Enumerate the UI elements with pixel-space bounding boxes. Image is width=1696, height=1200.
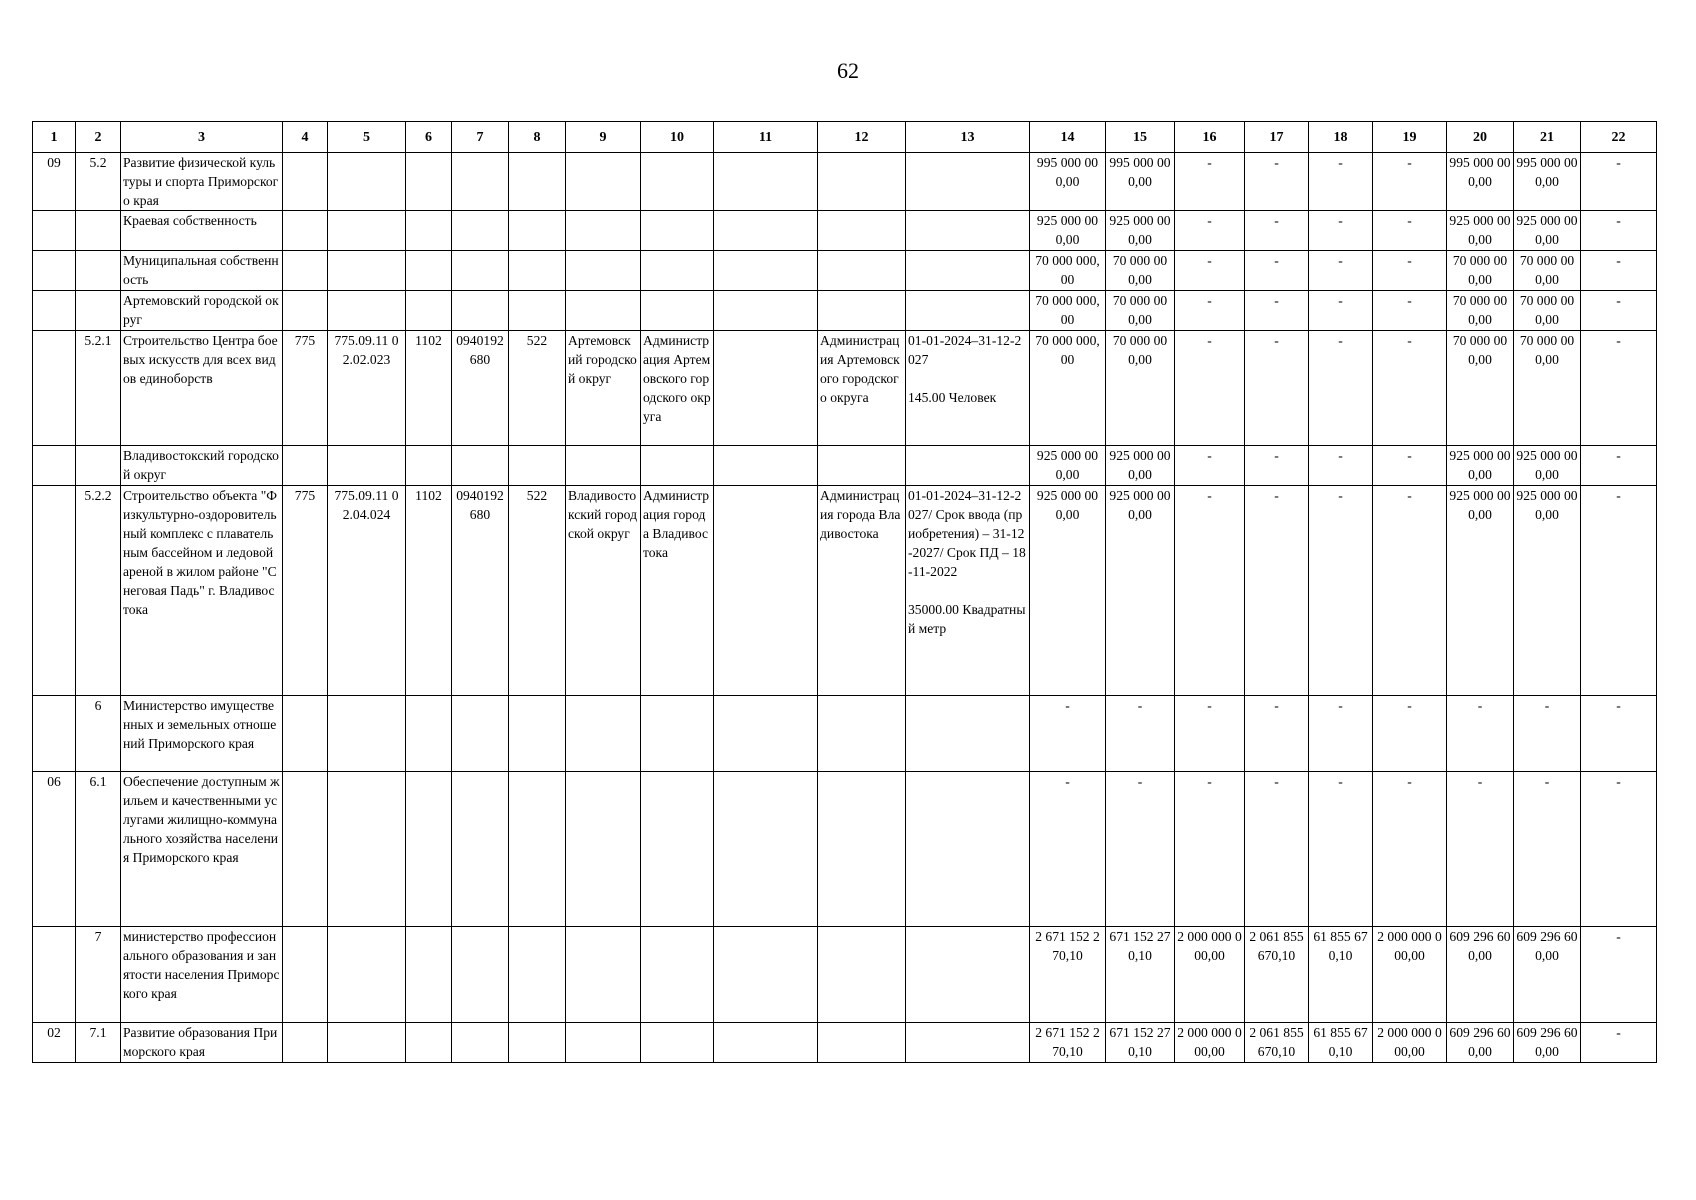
table-cell xyxy=(328,291,406,331)
table-cell xyxy=(283,446,328,486)
column-header: 10 xyxy=(641,122,714,153)
table-cell: 70 000 000,00 xyxy=(1447,331,1514,446)
table-row xyxy=(33,486,1657,696)
table-cell xyxy=(283,772,328,927)
column-header: 8 xyxy=(509,122,566,153)
table-cell: Владивостокский городской округ xyxy=(121,446,283,486)
table-cell xyxy=(283,1023,328,1063)
table-cell xyxy=(714,291,818,331)
table-cell: Администрация Артемовского городского округа xyxy=(641,331,714,446)
table-cell: 2 671 152 270,10 xyxy=(1030,927,1106,1023)
table-cell xyxy=(566,153,641,211)
table-cell: Артемовский городской округ xyxy=(566,331,641,446)
table-cell: 925 000 000,00 xyxy=(1030,486,1106,696)
table-cell xyxy=(452,446,509,486)
table-cell: - xyxy=(1106,696,1175,772)
table-cell: 5.2.2 xyxy=(76,486,121,696)
table-cell: 925 000 000,00 xyxy=(1106,211,1175,251)
table-cell: - xyxy=(1245,291,1309,331)
table-cell: 2 000 000 000,00 xyxy=(1373,1023,1447,1063)
column-header: 17 xyxy=(1245,122,1309,153)
table-cell xyxy=(33,927,76,1023)
table-cell: Артемовский городской округ xyxy=(121,291,283,331)
table-cell: - xyxy=(1245,772,1309,927)
table-cell: Министерство имущественных и земельных отношений Приморского края xyxy=(121,696,283,772)
table-cell xyxy=(714,446,818,486)
table-cell xyxy=(714,486,818,696)
table-cell: 671 152 270,10 xyxy=(1106,1023,1175,1063)
table-cell: - xyxy=(1175,153,1245,211)
table-cell xyxy=(714,927,818,1023)
table-cell: 925 000 000,00 xyxy=(1447,486,1514,696)
table-cell: 6.1 xyxy=(76,772,121,927)
table-cell: 925 000 000,00 xyxy=(1030,211,1106,251)
table-cell xyxy=(283,251,328,291)
table-cell: - xyxy=(1030,772,1106,927)
table-cell: 70 000 000,00 xyxy=(1447,291,1514,331)
table-cell xyxy=(509,696,566,772)
table-cell: - xyxy=(1309,291,1373,331)
table-cell: Краевая собственность xyxy=(121,211,283,251)
table-cell xyxy=(33,331,76,446)
table-cell: Строительство объекта "Физкультурно-оздоровительный комплекс с плавательным бассейном и ледовой ареной в жилом районе "Снеговая Падь" г. Владивостока xyxy=(121,486,283,696)
table-cell xyxy=(452,251,509,291)
column-header: 2 xyxy=(76,122,121,153)
table-cell xyxy=(641,1023,714,1063)
table-cell: - xyxy=(1373,211,1447,251)
table-cell xyxy=(714,251,818,291)
table-cell: 70 000 000,00 xyxy=(1030,331,1106,446)
table-cell: 7 xyxy=(76,927,121,1023)
table-cell xyxy=(566,772,641,927)
column-header: 19 xyxy=(1373,122,1447,153)
table-cell: - xyxy=(1514,772,1581,927)
table-cell: 995 000 000,00 xyxy=(1514,153,1581,211)
table-cell: - xyxy=(1175,331,1245,446)
table-cell: 70 000 000,00 xyxy=(1030,251,1106,291)
table-cell xyxy=(452,696,509,772)
table-cell xyxy=(509,291,566,331)
table-cell xyxy=(906,696,1030,772)
table-cell: 995 000 000,00 xyxy=(1106,153,1175,211)
table-cell: - xyxy=(1245,696,1309,772)
table-cell: - xyxy=(1581,696,1657,772)
table-cell: - xyxy=(1373,696,1447,772)
column-header: 12 xyxy=(818,122,906,153)
table-cell: - xyxy=(1581,1023,1657,1063)
table-row xyxy=(33,251,1657,291)
table-cell xyxy=(641,291,714,331)
table-cell xyxy=(509,153,566,211)
table-cell: 609 296 600,00 xyxy=(1447,1023,1514,1063)
table-cell xyxy=(406,291,452,331)
column-header: 16 xyxy=(1175,122,1245,153)
table-cell: 70 000 000,00 xyxy=(1106,251,1175,291)
table-cell xyxy=(566,211,641,251)
table-cell: - xyxy=(1581,927,1657,1023)
table-cell: Администрация города Владивостока xyxy=(641,486,714,696)
table-cell: 6 xyxy=(76,696,121,772)
table-cell: 995 000 000,00 xyxy=(1030,153,1106,211)
table-cell xyxy=(33,251,76,291)
table-cell: 925 000 000,00 xyxy=(1106,486,1175,696)
table-cell: 70 000 000,00 xyxy=(1514,291,1581,331)
table-cell xyxy=(406,446,452,486)
table-cell xyxy=(818,927,906,1023)
table-cell xyxy=(566,696,641,772)
table-cell: - xyxy=(1581,211,1657,251)
table-cell: 925 000 000,00 xyxy=(1514,446,1581,486)
table-cell xyxy=(509,927,566,1023)
table-row xyxy=(33,696,1657,772)
table-cell: 70 000 000,00 xyxy=(1106,291,1175,331)
column-header: 22 xyxy=(1581,122,1657,153)
header-row xyxy=(33,122,1657,153)
table-cell: - xyxy=(1447,772,1514,927)
table-cell xyxy=(714,772,818,927)
table-cell: 61 855 670,10 xyxy=(1309,927,1373,1023)
table-cell: 0940192680 xyxy=(452,331,509,446)
table-cell xyxy=(406,927,452,1023)
table-cell xyxy=(906,211,1030,251)
table-cell xyxy=(566,251,641,291)
table-row xyxy=(33,772,1657,927)
table-cell: - xyxy=(1106,772,1175,927)
table-cell xyxy=(714,153,818,211)
table-cell: 02 xyxy=(33,1023,76,1063)
table-cell xyxy=(566,446,641,486)
column-header: 20 xyxy=(1447,122,1514,153)
table-cell xyxy=(906,446,1030,486)
table-cell: - xyxy=(1175,772,1245,927)
table-cell xyxy=(818,211,906,251)
table-cell: 70 000 000,00 xyxy=(1514,331,1581,446)
table-cell xyxy=(509,211,566,251)
table-cell xyxy=(283,153,328,211)
table-cell: - xyxy=(1309,696,1373,772)
table-cell xyxy=(76,291,121,331)
table-cell: Развитие физической культуры и спорта Приморского края xyxy=(121,153,283,211)
table-cell: 0940192680 xyxy=(452,486,509,696)
table-cell xyxy=(641,153,714,211)
table-cell: 70 000 000,00 xyxy=(1106,331,1175,446)
table-cell: 925 000 000,00 xyxy=(1447,211,1514,251)
table-cell: 2 061 855 670,10 xyxy=(1245,1023,1309,1063)
table-cell xyxy=(509,251,566,291)
table-cell: 925 000 000,00 xyxy=(1514,486,1581,696)
table-cell: 06 xyxy=(33,772,76,927)
table-cell xyxy=(906,927,1030,1023)
table-cell: - xyxy=(1175,446,1245,486)
table-cell xyxy=(33,291,76,331)
table-cell: 70 000 000,00 xyxy=(1030,291,1106,331)
table-cell: 2 000 000 000,00 xyxy=(1373,927,1447,1023)
table-cell: - xyxy=(1373,153,1447,211)
table-cell: - xyxy=(1245,251,1309,291)
table-cell xyxy=(818,1023,906,1063)
table-cell: 5.2 xyxy=(76,153,121,211)
table-row xyxy=(33,446,1657,486)
table-cell: - xyxy=(1581,446,1657,486)
table-cell: - xyxy=(1030,696,1106,772)
table-cell xyxy=(406,153,452,211)
table-cell: 609 296 600,00 xyxy=(1514,927,1581,1023)
table-cell: 609 296 600,00 xyxy=(1447,927,1514,1023)
table-cell: - xyxy=(1245,153,1309,211)
table-row xyxy=(33,927,1657,1023)
table-cell xyxy=(283,291,328,331)
table-cell xyxy=(406,1023,452,1063)
table-cell: 775 xyxy=(283,331,328,446)
column-header: 18 xyxy=(1309,122,1373,153)
table-cell xyxy=(641,696,714,772)
table-cell xyxy=(452,291,509,331)
table-cell xyxy=(406,251,452,291)
table-cell: - xyxy=(1373,251,1447,291)
table-cell xyxy=(818,153,906,211)
table-cell xyxy=(328,251,406,291)
table-cell: - xyxy=(1309,331,1373,446)
table-cell xyxy=(641,927,714,1023)
table-cell xyxy=(818,696,906,772)
column-header: 21 xyxy=(1514,122,1581,153)
table-cell: - xyxy=(1245,211,1309,251)
table-cell: 1102 xyxy=(406,486,452,696)
table-cell: - xyxy=(1581,772,1657,927)
table-cell: - xyxy=(1175,251,1245,291)
table-cell: 09 xyxy=(33,153,76,211)
table-cell: - xyxy=(1175,291,1245,331)
table-cell xyxy=(406,772,452,927)
table-cell: - xyxy=(1373,291,1447,331)
table-cell: Строительство Центра боевых искусств для всех видов единоборств xyxy=(121,331,283,446)
table-cell xyxy=(906,153,1030,211)
table-cell: - xyxy=(1245,486,1309,696)
table-row xyxy=(33,153,1657,211)
column-header: 1 xyxy=(33,122,76,153)
table-cell xyxy=(283,927,328,1023)
table-cell: 2 000 000 000,00 xyxy=(1175,1023,1245,1063)
table-cell xyxy=(906,251,1030,291)
table-cell: 7.1 xyxy=(76,1023,121,1063)
table-cell: - xyxy=(1447,696,1514,772)
table-cell: - xyxy=(1373,446,1447,486)
column-header: 14 xyxy=(1030,122,1106,153)
table-cell: 2 061 855 670,10 xyxy=(1245,927,1309,1023)
table-cell xyxy=(76,446,121,486)
table-cell: Администрация города Владивостока xyxy=(818,486,906,696)
column-header: 3 xyxy=(121,122,283,153)
column-header: 9 xyxy=(566,122,641,153)
table-cell: Развитие образования Приморского края xyxy=(121,1023,283,1063)
table-cell: - xyxy=(1581,153,1657,211)
table-row xyxy=(33,291,1657,331)
table-cell: 5.2.1 xyxy=(76,331,121,446)
column-header: 7 xyxy=(452,122,509,153)
table-cell: Муниципальная собственность xyxy=(121,251,283,291)
table-cell xyxy=(906,772,1030,927)
table-cell: - xyxy=(1581,251,1657,291)
table-cell xyxy=(283,696,328,772)
table-cell xyxy=(818,251,906,291)
data-table xyxy=(32,121,1657,1063)
table-cell: 671 152 270,10 xyxy=(1106,927,1175,1023)
table-cell xyxy=(509,446,566,486)
table-cell xyxy=(818,291,906,331)
table-cell: - xyxy=(1175,696,1245,772)
table-cell: - xyxy=(1309,772,1373,927)
column-header: 5 xyxy=(328,122,406,153)
table-cell: - xyxy=(1514,696,1581,772)
table-cell xyxy=(509,772,566,927)
table-cell: 70 000 000,00 xyxy=(1447,251,1514,291)
table-cell: 925 000 000,00 xyxy=(1106,446,1175,486)
table-cell: 775 xyxy=(283,486,328,696)
column-header: 4 xyxy=(283,122,328,153)
table-cell: - xyxy=(1309,446,1373,486)
table-cell xyxy=(33,446,76,486)
table-cell xyxy=(33,696,76,772)
column-header: 11 xyxy=(714,122,818,153)
table-cell xyxy=(906,1023,1030,1063)
table-cell: 522 xyxy=(509,486,566,696)
table-cell xyxy=(328,211,406,251)
table-cell xyxy=(328,696,406,772)
table-cell xyxy=(33,486,76,696)
table-cell: министерство профессионального образования и занятости населения Приморского края xyxy=(121,927,283,1023)
table-cell xyxy=(76,251,121,291)
table-cell xyxy=(566,291,641,331)
table-body xyxy=(33,153,1657,1063)
table-cell: - xyxy=(1581,331,1657,446)
table-cell xyxy=(714,1023,818,1063)
table-cell xyxy=(818,446,906,486)
table-cell xyxy=(714,331,818,446)
table-cell: 61 855 670,10 xyxy=(1309,1023,1373,1063)
table-cell xyxy=(452,772,509,927)
column-header: 13 xyxy=(906,122,1030,153)
table-cell xyxy=(641,772,714,927)
table-cell: 522 xyxy=(509,331,566,446)
table-cell: - xyxy=(1309,211,1373,251)
table-cell: 925 000 000,00 xyxy=(1447,446,1514,486)
table-cell: 995 000 000,00 xyxy=(1447,153,1514,211)
table-cell xyxy=(509,1023,566,1063)
table-cell xyxy=(406,211,452,251)
table-cell: - xyxy=(1309,153,1373,211)
table-cell xyxy=(641,211,714,251)
table-cell: - xyxy=(1245,446,1309,486)
table-cell xyxy=(566,1023,641,1063)
page-number: 62 xyxy=(837,58,859,83)
table-cell: 70 000 000,00 xyxy=(1514,251,1581,291)
table-row xyxy=(33,331,1657,446)
table-cell xyxy=(714,696,818,772)
table-cell: - xyxy=(1245,331,1309,446)
table-cell xyxy=(328,1023,406,1063)
column-header: 15 xyxy=(1106,122,1175,153)
table-row xyxy=(33,211,1657,251)
table-cell xyxy=(452,1023,509,1063)
table-cell: 1102 xyxy=(406,331,452,446)
table-cell: 01-01-2024–31-12-2027 145.00 Человек xyxy=(906,331,1030,446)
table-cell: - xyxy=(1373,486,1447,696)
table-cell: Обеспечение доступным жильем и качественными услугами жилищно-коммунального хозяйства населения Приморского края xyxy=(121,772,283,927)
table-cell xyxy=(452,211,509,251)
table-cell: 775.09.11 02.02.023 xyxy=(328,331,406,446)
table-cell xyxy=(714,211,818,251)
table-cell: - xyxy=(1581,291,1657,331)
table-cell: - xyxy=(1175,211,1245,251)
table-cell: 925 000 000,00 xyxy=(1030,446,1106,486)
table-cell xyxy=(328,446,406,486)
table-cell xyxy=(566,927,641,1023)
table-cell xyxy=(641,446,714,486)
table-cell xyxy=(406,696,452,772)
table-cell: - xyxy=(1175,486,1245,696)
table-cell: - xyxy=(1373,772,1447,927)
table-cell xyxy=(818,772,906,927)
table-row xyxy=(33,1023,1657,1063)
table-cell xyxy=(33,211,76,251)
table-cell: 01-01-2024–31-12-2027/ Срок ввода (приобретения) – 31-12-2027/ Срок ПД – 18-11-2022 35000.00 Квадратный метр xyxy=(906,486,1030,696)
table-cell xyxy=(328,772,406,927)
table-cell: 2 000 000 000,00 xyxy=(1175,927,1245,1023)
table-cell xyxy=(283,211,328,251)
table-cell: 925 000 000,00 xyxy=(1514,211,1581,251)
table-cell: 2 671 152 270,10 xyxy=(1030,1023,1106,1063)
table-cell: - xyxy=(1373,331,1447,446)
table-cell: Администрация Артемовского городского округа xyxy=(818,331,906,446)
table-cell xyxy=(452,927,509,1023)
table-cell xyxy=(452,153,509,211)
table-cell: - xyxy=(1581,486,1657,696)
table-cell xyxy=(76,211,121,251)
table-cell: Владивостокский городской округ xyxy=(566,486,641,696)
table-cell xyxy=(906,291,1030,331)
table-cell xyxy=(641,251,714,291)
table-cell: 775.09.11 02.04.024 xyxy=(328,486,406,696)
table-cell xyxy=(328,153,406,211)
table-cell: - xyxy=(1309,486,1373,696)
table-cell: 609 296 600,00 xyxy=(1514,1023,1581,1063)
table-cell xyxy=(328,927,406,1023)
column-header: 6 xyxy=(406,122,452,153)
table-cell: - xyxy=(1309,251,1373,291)
